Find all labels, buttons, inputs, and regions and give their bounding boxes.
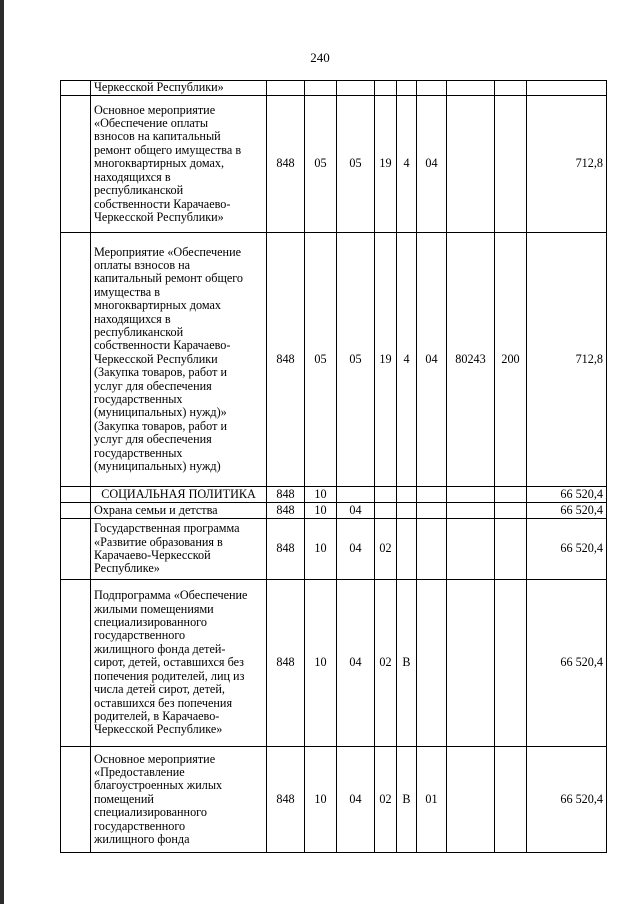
- row-rz-code: 05: [305, 96, 337, 233]
- scan-edge: [0, 0, 4, 904]
- row-amount: 66 520,4: [527, 747, 607, 853]
- row-name: Государственная программа «Развитие образования в Карачаево-Черкесской Республике»: [91, 519, 267, 580]
- row-subprogram-code: [397, 81, 417, 96]
- row-program-code: 19: [375, 233, 397, 487]
- row-number-cell: [61, 96, 91, 233]
- row-event-code: [417, 580, 447, 747]
- row-event-code: [417, 503, 447, 519]
- row-direction-code: [447, 747, 495, 853]
- row-name: СОЦИАЛЬНАЯ ПОЛИТИКА: [91, 487, 267, 503]
- row-direction-code: [447, 487, 495, 503]
- row-subprogram-code: 4: [397, 96, 417, 233]
- row-subprogram-code: [397, 487, 417, 503]
- row-pr-code: 04: [337, 580, 375, 747]
- row-amount: 712,8: [527, 96, 607, 233]
- row-number-cell: [61, 487, 91, 503]
- row-gp-code: 848: [267, 580, 305, 747]
- row-number-cell: [61, 580, 91, 747]
- row-event-code: [417, 519, 447, 580]
- row-gp-code: 848: [267, 96, 305, 233]
- row-pr-code: 05: [337, 96, 375, 233]
- row-name: Охрана семьи и детства: [91, 503, 267, 519]
- row-direction-code: [447, 81, 495, 96]
- row-program-code: 19: [375, 96, 397, 233]
- row-expense-type: [495, 747, 527, 853]
- row-number-cell: [61, 503, 91, 519]
- row-gp-code: 848: [267, 233, 305, 487]
- row-subprogram-code: 4: [397, 233, 417, 487]
- row-expense-type: [495, 96, 527, 233]
- table-row: [61, 96, 607, 233]
- budget-table: [60, 80, 607, 853]
- row-number-cell: [61, 81, 91, 96]
- row-amount: 712,8: [527, 233, 607, 487]
- row-direction-code: [447, 96, 495, 233]
- row-name: Черкесской Республики»: [91, 81, 267, 96]
- row-program-code: 02: [375, 519, 397, 580]
- row-subprogram-code: [397, 503, 417, 519]
- row-expense-type: [495, 580, 527, 747]
- row-event-code: [417, 81, 447, 96]
- row-rz-code: [305, 81, 337, 96]
- row-event-code: 04: [417, 233, 447, 487]
- row-amount: 66 520,4: [527, 519, 607, 580]
- row-number-cell: [61, 747, 91, 853]
- row-pr-code: 04: [337, 519, 375, 580]
- row-amount: 66 520,4: [527, 503, 607, 519]
- row-name: Подпрограмма «Обеспечение жилыми помещениями специализированного государственного жилищного фонда детей- сирот, детей, оставшихся без попечения родителей, лиц из числа детей сирот, детей, оставшихся без попечения родителей, в Карачаево- Черкесской Республике»: [91, 580, 267, 747]
- table-row: [61, 580, 607, 747]
- row-pr-code: 04: [337, 503, 375, 519]
- row-pr-code: [337, 81, 375, 96]
- row-program-code: 02: [375, 747, 397, 853]
- row-number-cell: [61, 233, 91, 487]
- page-number: 240: [310, 50, 330, 65]
- row-event-code: 01: [417, 747, 447, 853]
- row-program-code: [375, 81, 397, 96]
- row-gp-code: [267, 81, 305, 96]
- table-row: [61, 503, 607, 519]
- row-expense-type: [495, 519, 527, 580]
- row-gp-code: 848: [267, 747, 305, 853]
- table-row: [61, 233, 607, 487]
- row-rz-code: 10: [305, 747, 337, 853]
- row-subprogram-code: В: [397, 747, 417, 853]
- row-program-code: [375, 503, 397, 519]
- row-direction-code: [447, 519, 495, 580]
- row-rz-code: 10: [305, 503, 337, 519]
- row-amount: 66 520,4: [527, 580, 607, 747]
- table-row: [61, 519, 607, 580]
- table-row: [61, 487, 607, 503]
- row-expense-type: [495, 503, 527, 519]
- row-expense-type: [495, 81, 527, 96]
- row-subprogram-code: [397, 519, 417, 580]
- row-event-code: [417, 487, 447, 503]
- row-program-code: [375, 487, 397, 503]
- row-pr-code: [337, 487, 375, 503]
- row-expense-type: 200: [495, 233, 527, 487]
- row-rz-code: 05: [305, 233, 337, 487]
- row-pr-code: 05: [337, 233, 375, 487]
- table-row: [61, 81, 607, 96]
- row-number-cell: [61, 519, 91, 580]
- row-direction-code: [447, 503, 495, 519]
- row-name: Основное мероприятие «Обеспечение оплаты взносов на капитальный ремонт общего имущества в многоквартирных домах, находящихся в республиканской собственности Карачаево- Черкесской Республики»: [91, 96, 267, 233]
- row-rz-code: 10: [305, 580, 337, 747]
- row-gp-code: 848: [267, 487, 305, 503]
- row-gp-code: 848: [267, 519, 305, 580]
- row-rz-code: 10: [305, 487, 337, 503]
- row-amount: [527, 81, 607, 96]
- row-gp-code: 848: [267, 503, 305, 519]
- row-subprogram-code: В: [397, 580, 417, 747]
- row-direction-code: [447, 580, 495, 747]
- row-name: Мероприятие «Обеспечение оплаты взносов на капитальный ремонт общего имущества в многоквартирных домах находящихся в республиканской собственности Карачаево- Черкесской Республики (Закупка товаров, работ и услуг для обеспечения государственных (муниципальных) нужд)» (Закупка товаров, работ и услуг для обеспечения государственных (муниципальных) нужд): [91, 233, 267, 487]
- row-direction-code: 80243: [447, 233, 495, 487]
- table-row: [61, 747, 607, 853]
- row-event-code: 04: [417, 96, 447, 233]
- row-expense-type: [495, 487, 527, 503]
- row-name: Основное мероприятие «Предоставление благоустроенных жилых помещений специализированного государственного жилищного фонда: [91, 747, 267, 853]
- row-pr-code: 04: [337, 747, 375, 853]
- row-program-code: 02: [375, 580, 397, 747]
- row-rz-code: 10: [305, 519, 337, 580]
- row-amount: 66 520,4: [527, 487, 607, 503]
